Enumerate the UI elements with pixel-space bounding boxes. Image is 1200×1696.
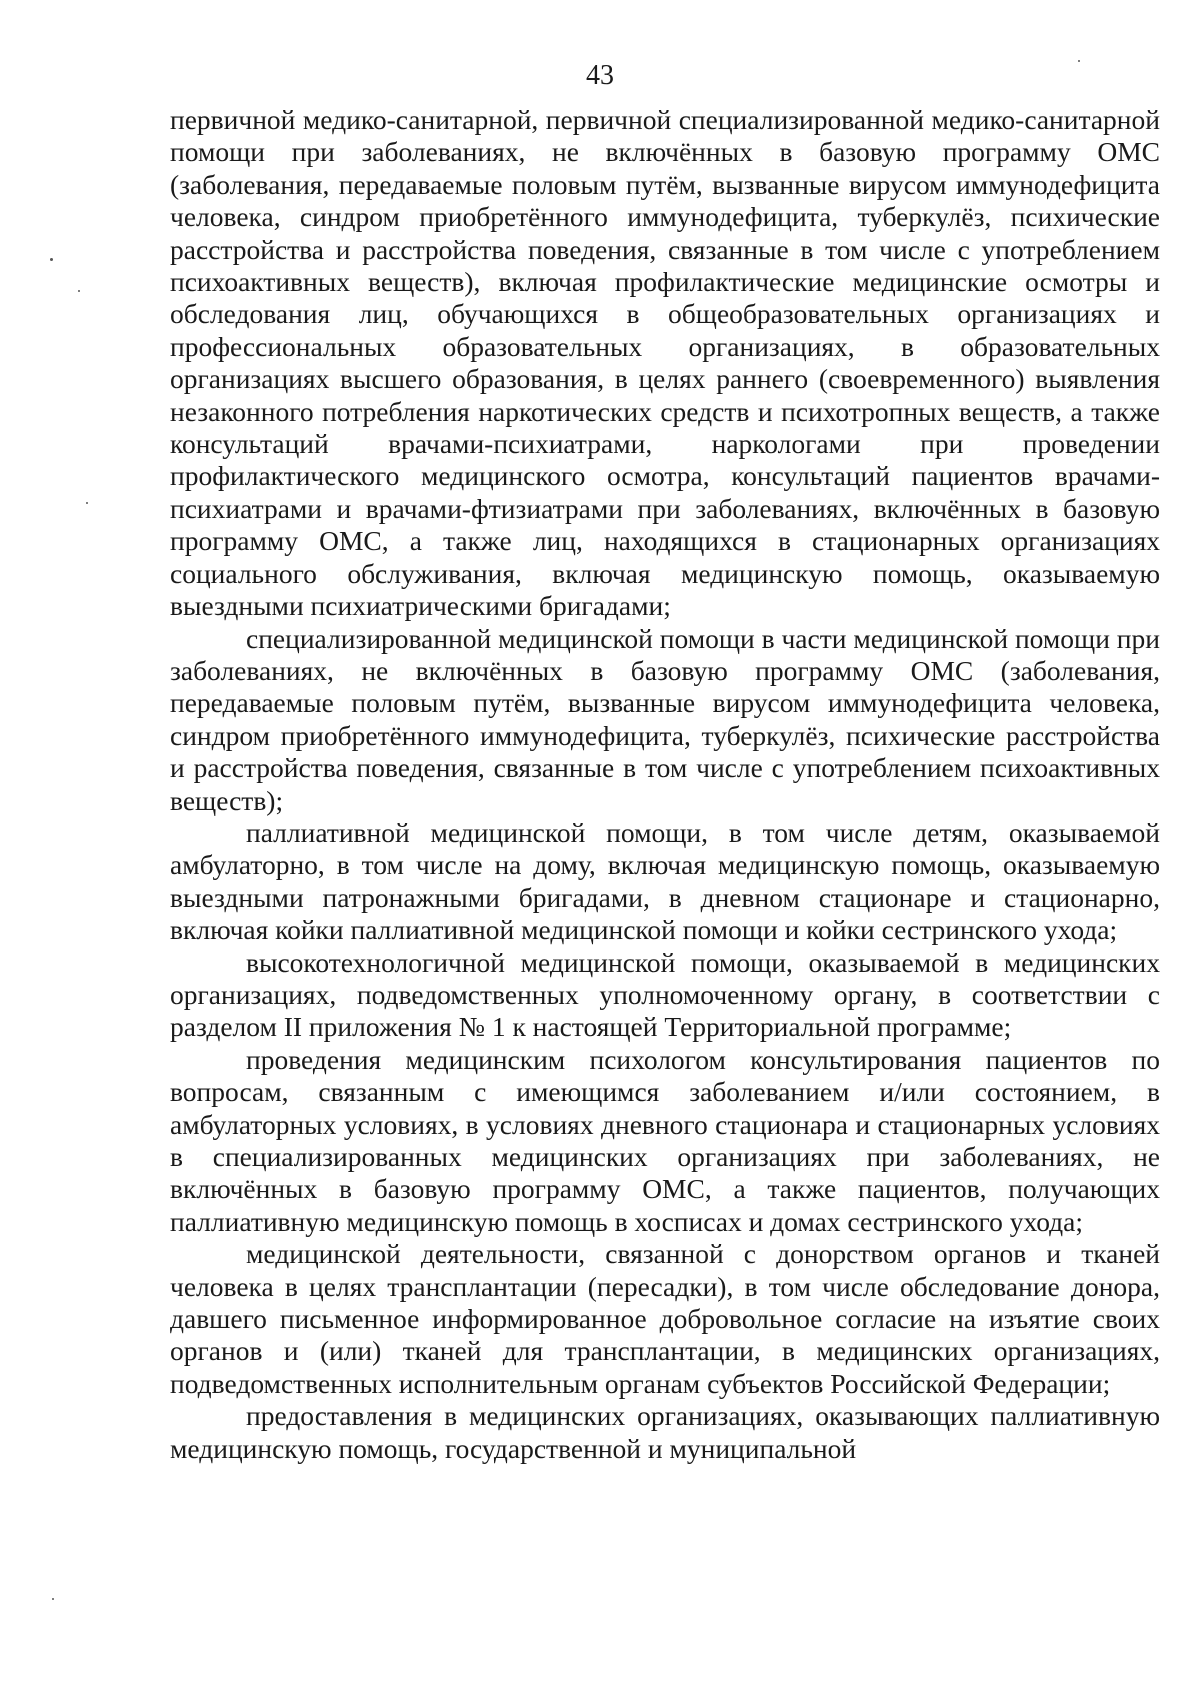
document-body — [170, 104, 1160, 1465]
paragraph-2: специализированной медицинской помощи в части медицинской помощи при заболеваниях, не включённых в базовую программу ОМС (заболевания, передаваемые половым путём, вызванные вирусом иммунодефицита человека, синдром приобретённого иммунодефицита, туберкулёз, психические расстройства и расстройства поведения, связанные в том числе с употреблением психоактивных веществ); — [170, 622, 1160, 816]
scan-speck — [50, 258, 53, 261]
paragraph-4: высокотехнологичной медицинской помощи, оказываемой в медицинских организациях, подведомственных уполномоченному органу, в соответствии с разделом II приложения № 1 к настоящей Территориальной программе; — [170, 946, 1160, 1043]
scan-speck — [1078, 60, 1080, 62]
paragraph-1: первичной медико-санитарной, первичной специализированной медико-санитарной помощи при заболеваниях, не включённых в базовую программу ОМС (заболевания, передаваемые половым путём, вызванные вирусом иммунодефицита человека, синдром приобретённого иммунодефицита, туберкулёз, психические расстройства и расстройства поведения, связанные в том числе с употреблением психоактивных веществ), включая профилактические медицинские осмотры и обследования лиц, обучающихся в общеобразовательных организациях и профессиональных образовательных организациях, в образовательных организациях высшего образования, в целях раннего (своевременного) выявления незаконного потребления наркотических средств и психотропных веществ, а также консультаций врачами-психиатрами, наркологами при проведении профилактического медицинского осмотра, консультаций пациентов врачами-психиатрами и врачами-фтизиатрами при заболеваниях, включённых в базовую программу ОМС, а также лиц, находящихся в стационарных организациях социального обслуживания, включая медицинскую помощь, оказываемую выездными психиатрическими бригадами; — [170, 104, 1160, 622]
page-number: 43 — [586, 60, 614, 91]
scan-speck — [86, 502, 88, 504]
scan-speck — [52, 1598, 54, 1600]
paragraph-5: проведения медицинским психологом консультирования пациентов по вопросам, связанным с имеющимся заболеванием и/или состоянием, в амбулаторных условиях, в условиях дневного стационара и стационарных условиях в специализированных медицинских организациях при заболеваниях, не включённых в базовую программу ОМС, а также пациентов, получающих паллиативную медицинскую помощь в хосписах и домах сестринского ухода; — [170, 1043, 1160, 1237]
paragraph-7: предоставления в медицинских организациях, оказывающих паллиативную медицинскую помощь, государственной и муниципальной — [170, 1400, 1160, 1464]
scan-speck — [78, 290, 80, 292]
paragraph-6: медицинской деятельности, связанной с донорством органов и тканей человека в целях трансплантации (пересадки), в том числе обследование донора, давшего письменное информированное добровольное согласие на изъятие своих органов и (или) тканей для трансплантации, в медицинских организациях, подведомственных исполнительным органам субъектов Российской Федерации; — [170, 1238, 1160, 1399]
paragraph-3: паллиативной медицинской помощи, в том числе детям, оказываемой амбулаторно, в том числе на дому, включая медицинскую помощь, оказываемую выездными патронажными бригадами, в дневном стационаре и стационарно, включая койки паллиативной медицинской помощи и койки сестринского ухода; — [170, 816, 1160, 946]
